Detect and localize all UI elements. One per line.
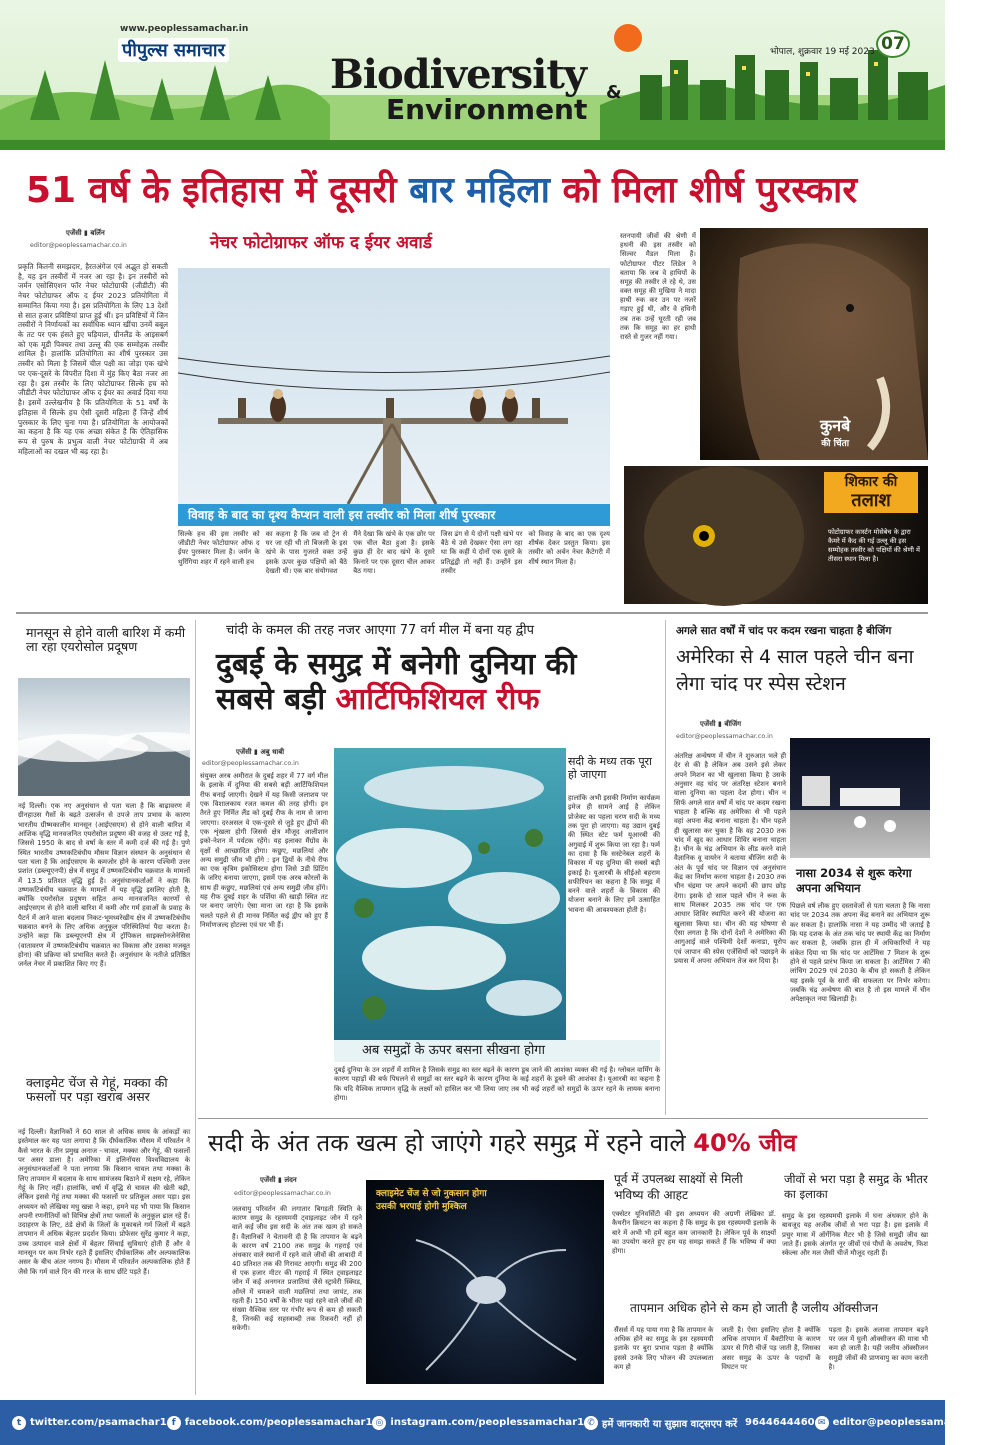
ocean-headline-part-a: सदी के अंत तक खत्म हो जाएंगे गहरे समुद्र में रहने वाले — [208, 1129, 694, 1157]
site-url[interactable]: www.peoplessamachar.in — [120, 24, 249, 34]
ocean-email[interactable]: editor@peoplessamachar.co.in — [234, 1190, 331, 1197]
owl-label — [824, 472, 918, 513]
story1-headline-part-a: 51 वर्ष के इतिहास में दूसरी — [26, 170, 410, 211]
elephant-photo — [700, 228, 928, 460]
dubai-headline-part-c: आर्टिफिशियल रीफ — [335, 681, 540, 717]
elephant-label — [820, 414, 850, 449]
story1-caption-columns — [178, 530, 610, 602]
rule-ocean-top — [198, 1118, 928, 1119]
deep-sea-caption-b: उसकी भरपाई होगी मुश्किल — [376, 1201, 467, 1212]
page-number: 07 — [876, 30, 910, 58]
dubai-side-body: हालांकि अभी इसकी निर्माण कार्यक्रम इमेज ही सामने आई है लेकिन प्रोजेक्ट का पहला चरण सदी के मध्य तक पूरा हो जाएगा। यह उद्यान दुबई की स्थित स्टेट फर्म यूआरबी की अगुवाई में शुरू किया जा रहा है। फर्म का दावा है कि सस्टेनेबल शहरों के विकास में यह दुनिया की सबसे बड़ी इकाई है। यूआरबी के सीईओ बहराम सफीरियन का कहना है कि समुद्र में बनने वाले शहरों के विकास की योजना बनाने के लिए हमें उत्साहित भावना की आवश्यकता होती है। — [568, 794, 660, 914]
full-of-life-headline: जीवों से भरा पड़ा है समुद्र के भीतर का इलाका — [784, 1172, 928, 1201]
whatsapp-icon: ✆ — [584, 1416, 598, 1430]
footer-facebook[interactable] — [167, 1416, 373, 1430]
footer-twitter[interactable] — [12, 1416, 167, 1430]
eagles-photo — [178, 268, 610, 504]
instagram-icon: ◎ — [372, 1416, 386, 1430]
whatsapp-text: हमें जानकारी या सुझाव वाट्सएप करें — [602, 1418, 738, 1430]
china-byline: एजेंसी ▮ बीजिंग — [700, 720, 742, 728]
twitter-handle: twitter.com/psamachar1 — [30, 1417, 167, 1428]
dubai-side-head: सदी के मध्य तक पूरा हो जाएगा — [568, 755, 652, 781]
owl-text: फोटोग्राफर कार्स्टन मोसेबेच के द्वारा कैमरे में कैद की गई उल्लू की इस सम्मोहक तस्वीर को पक्षियों की श्रेणी में तीसरा स्थान मिला है। — [828, 528, 920, 563]
dubai-reef-photo — [334, 748, 566, 1040]
moon-station-photo — [790, 738, 930, 858]
story1-body: प्रकृति कितनी समझदार, हैरतअंगेज एवं अद्भुत हो सकती है, यह इन तस्वीरों में नजर आ रहा है। इन तस्वीरों को जर्मन एसोसिएशन फॉर नेचर फोटोग्राफी (जीडीटी) की नेचर फोटोग्राफर ऑफ द ईयर 2023 प्रतियोगिता में सम्मानित किया गया है। इस प्रतियोगिता के लिए 13 देशों से सात हजार प्रविष्टियां प्राप्त हुई थीं। इन प्रविष्टियों में जिन तस्वीरों ने निर्णायकों का सर्वाधिक ध्यान खींचा उनमें बबूल के तट पर एक हंसते हुए घड़ियाल, ग्रीनलैंड के आइसबर्ग को एक मूडी पिक्चर तथा उल्लू की एक सम्मोहक तस्वीर शामिल है। हालांकि प्रतियोगिता का शीर्ष पुरस्कार उस तस्वीर को मिला है जिसमें चील पक्षी का जोड़ा एक खंभे पर एक-दूसरे के विपरीत दिशा में मुंह किए बैठा नजर आ रहा है। इस तस्वीर के लिए फोटोग्राफर सिल्के हच को जीडीटी नेचर फोटोग्राफर ऑफ द ईयर का अवार्ड दिया गया है। इसमें उल्लेखनीय है कि प्रतियोगिता के 51 वर्षों के इतिहास में सिल्के हच ऐसी दूसरी महिला हैं जिन्हें शीर्ष पुरस्कार के लिए चुना गया है। प्रतियोगिता के आयोजकों का कहना है कि यह एक अच्छा संकेत है कि ऐतिहासिक रूप से पुरुष के प्रभुत्व वाली नेचर फोटोग्राफी में अब महिलाओं का दखल भी बढ़ रहा है। — [18, 262, 168, 456]
dateline: भोपाल, शुक्रवार 19 मई 2023 — [770, 47, 875, 57]
ocean-byline: एजेंसी ▮ लंदन — [260, 1176, 297, 1184]
elephant-text: स्तनपायी जीवों की श्रेणी में हथनी की इस तस्वीर को सिल्वर मैडल मिला है। फोटोग्राफर पीटर लिंडेल ने बताया कि जब वे हाथियों के समूह की तस्वीर ले रहे थे, उस वक्त समूह की मुखिया ने मादा हाथी रुक कर उन पर नजरें गड़ाए हुई थी, और वे हथिनी तब तक उन्हें घूरती रही जब तक कि समूह का हर हाथी रास्ते से गुजर नहीं गया। — [620, 232, 696, 341]
story1-headline-part-c: को मिला शीर्ष पुरस्कार — [549, 170, 858, 211]
elephant-image — [700, 228, 928, 460]
clouds-photo — [18, 678, 190, 796]
floating-lotus-islands-image — [334, 748, 566, 1040]
email-address: editor@peoplessamachar.co.in — [832, 1417, 1005, 1428]
elephant-label-b: की चिंता — [821, 439, 850, 449]
footer-bar — [0, 1400, 1005, 1445]
dubai-strip-head: अब समुद्रों के ऊपर बसना सीखना होगा — [362, 1043, 545, 1058]
china-headline: अमेरिका से 4 साल पहले चीन बना लेगा चांद पर स्पेस स्टेशन — [676, 646, 914, 695]
dubai-headline-line1: दुबई के समुद्र में बनेगी दुनिया की — [216, 647, 577, 682]
story1-caption-bar: विवाह के बाद का दृश्य कैप्शन वाली इस तस्वीर को मिला शीर्ष पुरस्कार — [178, 504, 610, 526]
lunar-base-image — [790, 738, 930, 858]
facebook-handle: facebook.com/peoplessamachar1 — [184, 1417, 373, 1428]
dubai-kicker: चांदी के कमल की तरह नजर आएगा 77 वर्ग मील में बना यह द्वीप — [226, 623, 534, 638]
oxygen-columns — [614, 1326, 928, 1392]
dubai-byline: एजेंसी ▮ अबु धाबी — [236, 748, 285, 756]
dubai-email[interactable]: editor@peoplessamachar.co.in — [202, 760, 299, 767]
oxygen-col-1: सैंसर्स में यह पाया गया है कि तापमान के अधिक होने का समुद्र के इस रहस्यमयी इलाके पर बुरा प्रभाव पड़ता है क्योंकि इससे उनके लिए भोजन की उपलब्धता कम हो — [614, 1326, 714, 1371]
ocean-body: जलवायु परिवर्तन की लगातार बिगड़ती स्थिति के कारण समुद्र के रहस्यमयी ट्वाइलाइट जोन में रहने वाले कई जीव इस सदी के अंत तक खत्म हो सकते हैं। वैज्ञानिकों ने चेतावनी दी है कि तापमान के बढ़ने के कारण वर्ष 2100 तक समुद्र के गहराई एवं अंधकार वाले स्थानों में रहने वाले जीवों की आबादी में 40 प्रतिशत तक की गिरावट आएगी। समुद्र की 200 से एक हजार मीटर की गहराई में स्थित ट्वाइलाइट जोन में कई अनगनत प्रजातियां जैसे स्ट्रावेरी स्क्विड, ओंग्ले में चमकने वाली मछलियां तथा जायंट, तक रहती हैं। 150 वर्षों के भीतर यहां रहने वाले जीवों की संख्या वैश्विक स्तर पर गंभीर रूप से कम हो सकती है, जिनकी कई सहस्त्राब्दी तक रिकवरी नहीं हो सकेगी। — [232, 1205, 362, 1333]
ocean-headline — [208, 1130, 928, 1158]
china-kicker: अगले सात वर्षों में चांद पर कदम रखना चाहता है बीजिंग — [676, 625, 892, 637]
caption-col-2: का कहना है कि जब वो ट्रेन से घर जा रही थी तो बिजली के इस खंभे के पास गुजरते वक्त उन्हें इसके ऊपर कुछ पक्षियों को बैठे देखती थी। एक बार संयोगवश — [265, 530, 348, 575]
dubai-headline — [216, 648, 656, 717]
masthead — [0, 0, 945, 150]
wheat-body: नई दिल्ली। वैज्ञानिकों ने 60 साल से अधिक समय के आंकड़ों का इस्तेमाल कर यह पता लगाया है कि दीर्घकालिक मौसम में परिवर्तन ने कैसे भारत के तीन प्रमुख अनाज - चावल, मक्का और गेहूं, की फसलों पर असर डाला है। अमेरिका में इलिनॉयस विश्वविद्यालय के अनुसंधानकर्ताओं ने पता लगाया कि किसान चावल तथा मक्का के लिए तापमान में बदलाव के साथ सामंजस्य बिठाने में सक्षम रहे, लेकिन गेहूं के लिए नहीं। हालांकि, वर्षा में वृद्धि से चावल की खेती बढ़ी, लेकिन इससे गेहूं तथा मक्का की फसलों पर प्रतिकूल असर पड़ा। इस अध्ययन को लेखिका मधु खन्ना ने कहा, हमने यह भी पाया कि किसान अपनी रणनीतियों को विभिन्न क्षेत्रों तथा फसलों के अनुकूल ढाल रहे हैं। उदाहरण के लिए, ठंडे क्षेत्रों के जिलों के मुकाबले गर्म जिलों में बढ़ते तापमान में अधिक बेहतर प्रदर्शन किया। प्रोफेसर सुरेंद्र कुमार ने कहा, उच्च उत्पादन वाले क्षेत्रों में बेहतर सिंचाई सुविधाएं होती हैं और वे मानसून पर कम निर्भर रहते हैं इसलिए दीर्घकालिक और अल्पकालिक असर के बीच अंतर नगण्य है। मौसम में परिवर्तन अल्पकालिक होते हैं जैसे कि गर्म वाले दिन की गरज के साथ छींटे पड़ते हैं। — [18, 1128, 190, 1276]
caption-col-3: मैंने देखा कि खंभे के एक छोर पर एक चील बैठा हुआ है। इसके कुछ ही देर बाद खंभे के दूसरे किनारे पर एक दूसरा चील आकर बैठ गया। — [353, 530, 435, 575]
dubai-strip-body: दुबई दुनिया के उन शहरों में शामिल है जिसके समुद्र का स्तर बढ़ने के कारण डूब जाने की आशंका व्यक्त की गई है। ग्लोबल वार्मिंग के कारण पहाड़ों की बर्फ पिघलने से समुद्रों का स्तर बढ़ने के कारण दुनिया के कई शहरों के डूबने की आशंका है। यूआरबी का कहना है कि यदि वैश्विक तापमान वृद्धि के लक्ष्यों को हासिल कर भी लिया जाए तब भी कई शहरों को समुद्रों के ऊपर रहने के लायक बनाना होगा। — [334, 1066, 660, 1102]
footer-whatsapp[interactable] — [584, 1416, 815, 1430]
section-title — [330, 51, 630, 126]
story1-headline-part-b: बार महिला — [409, 170, 550, 211]
paper-logo: पीपुल्स समाचार — [118, 38, 229, 62]
rule-1 — [16, 612, 928, 614]
clouds-mountains-image — [18, 678, 190, 796]
story1-kicker: नेचर फोटोग्राफर ऑफ द ईयर अवार्ड — [210, 233, 432, 253]
rule-right-col — [665, 620, 666, 1115]
past-evidence-headline: पूर्व में उपलब्ध साक्ष्यों से मिली भविष्य की आहट — [614, 1172, 743, 1202]
monsoon-headline: मानसून से होने वाली बारिश में कमी ला रहा एयरोसोल प्रदूषण — [26, 625, 186, 655]
deep-sea-caption — [376, 1188, 487, 1213]
section-title-biodiversity: Biodiversity — [330, 51, 587, 98]
monsoon-body: नई दिल्ली। एक नए अनुसंधान से पता चला है कि बाढ़ावरण में ग्रीनहाउस गैसों के बढ़ते उत्सर्जन से उपजे ताप प्रभाव के कारण भारतीय ग्रीष्मकालीन मानसून (आईएसएम) से होने वाली बारिश में आंशिक वृद्धि मानवजनित एयरोसोल प्रदूषण की वजह से उलट गई है, जिससे 1950 के बाद से वर्षा के स्तर में कमी दर्ज की गई है। पुणे स्थित भारतीय उष्णकटिबंधीय मौसम विज्ञान संस्थान के अनुसंधान से पता चला है कि आईएसएम के कमजोर होने के कारण पश्चिमी उत्तर प्रशांत (डब्ल्यूएनपी) क्षेत्र में समुद्र में उष्णकटिबंधीय चक्रवात के मामलों में 13.5 प्रतिशत वृद्धि हुई है। अनुसंधानकर्ताओं ने कहा कि उष्णकटिबंधीय चक्रवात के मामलों में यह वृद्धि इसलिए होती है, क्योंकि एयरोसोल प्रदूषण सहित अन्य मानवजनित कारणों से आईएसएम से होने वाली बारिश में कमी और गर्म हवाओं के प्रवाह के पैटर्न में आने वाला बदलाव निकट-भूमध्यरेखीय क्षेत्र में उष्णकटिबंधीय चक्रवात बनने के लिए अधिक अनुकूल परिस्थितियां पैदा करता है। उन्होंने कहा कि डब्ल्यूएनपी क्षेत्र में ट्रॉपिकल साइक्लोनजेनेसिस (वातावरण में उष्णकटिबंधीय चक्रवात का विकास और उसका मजबूत होना) की प्रक्रिया को प्रभावित करते हैं। अनुसंधान के नतीजे प्रतिष्ठित जर्नल नेचर में प्रकाशित किए गए हैं। — [18, 802, 190, 969]
dubai-strip — [334, 1040, 660, 1062]
deep-sea-photo — [366, 1180, 604, 1384]
dubai-body: संयुक्त अरब अमीरात के दुबई शहर में 77 वर्ग मील के इलाके में दुनिया की सबसे बड़ी आर्टिफिशियल रीफ बनाई जाएगी। देखने में यह किसी जलाशय पर एक विशालकाय रजत कमल की तरह होगी। इन तैरते हुए निर्मित लैंड को दुबई रीफ के नाम से जाना जाएगा। दरअसल ये एक-दूसरे से जुड़े हुए द्वीपों की एक शृंखला होगी जिससे क्षेत्र मौजूद आलीशान इको-नेशन में पर्यटक रहेंगे। यह इलाका मैंग्रोव के वृक्षों से आच्छादित होगा। कछुए, मछलियां और अन्य समुद्री जीव भी होंगे : इन द्वियों के नीचे रीफ का एक कृत्रिम इकोसिस्टम होगा जिसे 3डी प्रिंटिंग के जरिए बनाया जाएगा, इसमें एक अरब कोरलों के साथ ही कछुए, मछलियां एवं अन्य समुद्री जीव होंगे। यह रीफ दुबई शहर के पर्शिया की खाड़ी स्थित तट पर बनाए जाएंगे। ऐसा माना जा रहा है कि इसके चलते पहले से ही मानव निर्मित कई द्वीप को हुए हैं निर्माणजल्द होटल्स एवं घर भी हैं। — [200, 772, 328, 929]
twitter-icon: t — [12, 1416, 26, 1430]
facebook-icon: f — [167, 1416, 181, 1430]
oxygen-col-2: जाती है। ऐसा इसलिए होता है क्योंकि अधिक तापमान में बैक्टीरिया के कारण ऊपर से गिरी चीजें पड़ जाती है, जिसका असर समुद्र के ऊपर के पदार्थों के विघटन पर — [721, 1326, 821, 1371]
deep-sea-caption-a: क्लाइमेट चेंज से जो नुकसान होगा — [376, 1189, 487, 1199]
dubai-headline-part-b: सबसे बड़ी — [216, 681, 336, 717]
dubai-headline-line2 — [216, 683, 656, 718]
email-icon: ✉ — [815, 1416, 829, 1430]
section-ampersand: & — [606, 82, 622, 103]
story1-email[interactable]: editor@peoplessamachar.co.in — [30, 242, 127, 249]
ocean-headline-part-b: 40% जीव — [693, 1129, 797, 1157]
nasa-body: पिछले वर्ष लीक हुए दस्तावेजों से पता चलता है कि नासा चांद पर 2034 तक अपना केंद्र बनाने का अभियान शुरू कर सकता है। हालांकि नासा ने यह उम्मीद भी जताई है कि यह दशक के अंत तक चांद पर स्थायी केंद्र का निर्माण कर सकता है, जबकि हाल ही में अधिकारियों ने यह संकेत दिया था कि चांद पर आर्टेमिस 7 मिशन के शुरू होने से पहले प्रारंभ किया जा सकता है। आर्टेमिस 7 की लांचिग 2029 एवं 2030 के बीच हो सकती है लेकिन यह इसके पूर्व के सारों की सफलता पर निर्भर करेगा। जबकि चंद्र अन्वेषण की बात है तो इस मामले में चीन अपेक्षाकृत नया खिलाड़ी है। — [790, 902, 930, 1004]
caption-col-1: सिल्के हच की इस तस्वीर को जीडीटी नेचर फोटोग्राफर ऑफ द ईयर पुरस्कार मिला है। जर्मन के थुरिंगिया शहर में रहने वाली हच — [178, 530, 260, 566]
full-of-life-body: समुद्र के इस रहस्यमयी इलाके में घना अंधकार होने के बावजूद यह अजीब जीवों से भरा पड़ा है। इस इलाके में प्रचुर मात्रा में ऑर्गेनिक मैटर भी है जिसे समुद्री जीव खा जाते हैं। इसके अंतर्गत नूर जीवों एवं पौधों के अवशेष, फिश स्केल्स और मल जैसी चीजें मौजूद रहती हैं। — [782, 1212, 928, 1258]
section-title-environment: Environment — [386, 93, 588, 126]
oxygen-col-3: पड़ता है। इसके अलावा तापमान बढ़ने पर जल में घुली ऑक्सीजन की मात्रा भी कम हो जाती है। यही जलीय ऑक्सीजन समुद्री जीवों की प्राणवायु का काम करती है। — [828, 1326, 928, 1371]
china-body: अंतरिक्ष अन्वेषण में चीन ने शुरुआत भले ही देर से की है लेकिन अब उसने इसे लेकर अपने मिशन का भी खुलासा किया है उसके अनुसार वह चांद पर अंतरिक्ष स्टेशन बनाने वाला दुनिया का पहला देश होगा। चीन न सिर्फ अगले सात वर्षों में चांद पर कदम रखना चाहता है बल्कि वह अमेरिका से भी पहले वहां अपना केंद्र बनाना चाहता है। चीन पहले ही खुलासा कर चुका है कि वह 2030 तक चांद में खुद का आधार शिविर बनाना चाहता है। चीन के चंद्र अभियान के लीड करने वाले वैज्ञानिक वू वायरेन ने बताया बीजिंग सदी के अंत के पूर्व चांद पर विज्ञान एवं अनुसंधान केंद्र का निर्माण करना चाहता है। 2030 तक चीन चंद्रमा पर अपने कदमों की छाप छोड़ देगा। इसके दो साल पहले चीन ने रूस के साथ मिलकर 2035 तक चांद पर एक आधार शिविर स्थापित करने की योजना का खुलासा किया था। चीन की यह घोषणा से ऐसा लगता है कि दोनों देशों ने अमेरिका की आगुआई वाले पश्चिमी देशों कनाडा, यूरोप एवं जापान की स्पेस एजेंसियों को पछाड़ने के प्रयास में अपना अभियान तेज कर दिया है। — [674, 752, 786, 965]
instagram-handle: instagram.com/peoplessamachar1 — [390, 1417, 585, 1428]
elephant-label-a: कुनबे — [820, 416, 851, 435]
china-email[interactable]: editor@peoplessamachar.co.in — [676, 733, 773, 740]
owl-label-b: तलाश — [851, 489, 891, 511]
story1-byline: एजेंसी ▮ बर्लिन — [66, 229, 105, 237]
past-evidence-body: एक्सेटर यूनिवर्सिटी की इस अध्ययन की अग्रणी लेखिका डॉ. कैथरीन क्रिचटन का कहना है कि समुद्र के इस रहस्यमयी इलाके के बारे में अभी भी हमें बहुत कम जानकारी है। लेकिन पूर्व के साक्ष्यों का उपयोग करते हुए हम यह समझ सकते हैं कि भविष्य में क्या होगा। — [612, 1210, 776, 1256]
caption-col-4: जिस ढंग से ये दोनों पक्षी खंभे पर बैठे थे उसे देखकर ऐसा लग रहा था कि कहीं ये दोनों एक दूसरे के प्रतिद्वंद्वी तो नहीं हैं। उन्होंने इस तस्वीर — [440, 530, 523, 575]
caption-col-5: को विवाह के बाद का एक दृश्य शीर्षक देकर प्रस्तुत किया। इस तस्वीर को अर्बन नेचर कैटेगरी में शीर्ष स्थान मिला है। — [528, 530, 610, 566]
footer-email[interactable] — [815, 1416, 1005, 1430]
wheat-headline: क्लाइमेट चेंज से गेहूं, मक्का की फसलों पर पड़ा खराब असर — [26, 1075, 168, 1105]
rule-left-col — [195, 620, 196, 1395]
oxygen-headline: तापमान अधिक होने से कम हो जाती है जलीय ऑक्सीजन — [630, 1301, 879, 1315]
eagles-on-pole-image — [178, 268, 610, 504]
footer-instagram[interactable] — [372, 1416, 584, 1430]
whatsapp-number: 9644644460 — [745, 1417, 815, 1428]
story1-headline — [26, 170, 926, 211]
nasa-headline: नासा 2034 से शुरू करेगा अपना अभियान — [796, 866, 912, 895]
owl-photo — [624, 466, 928, 604]
owl-label-a: शिकार की — [844, 474, 898, 490]
